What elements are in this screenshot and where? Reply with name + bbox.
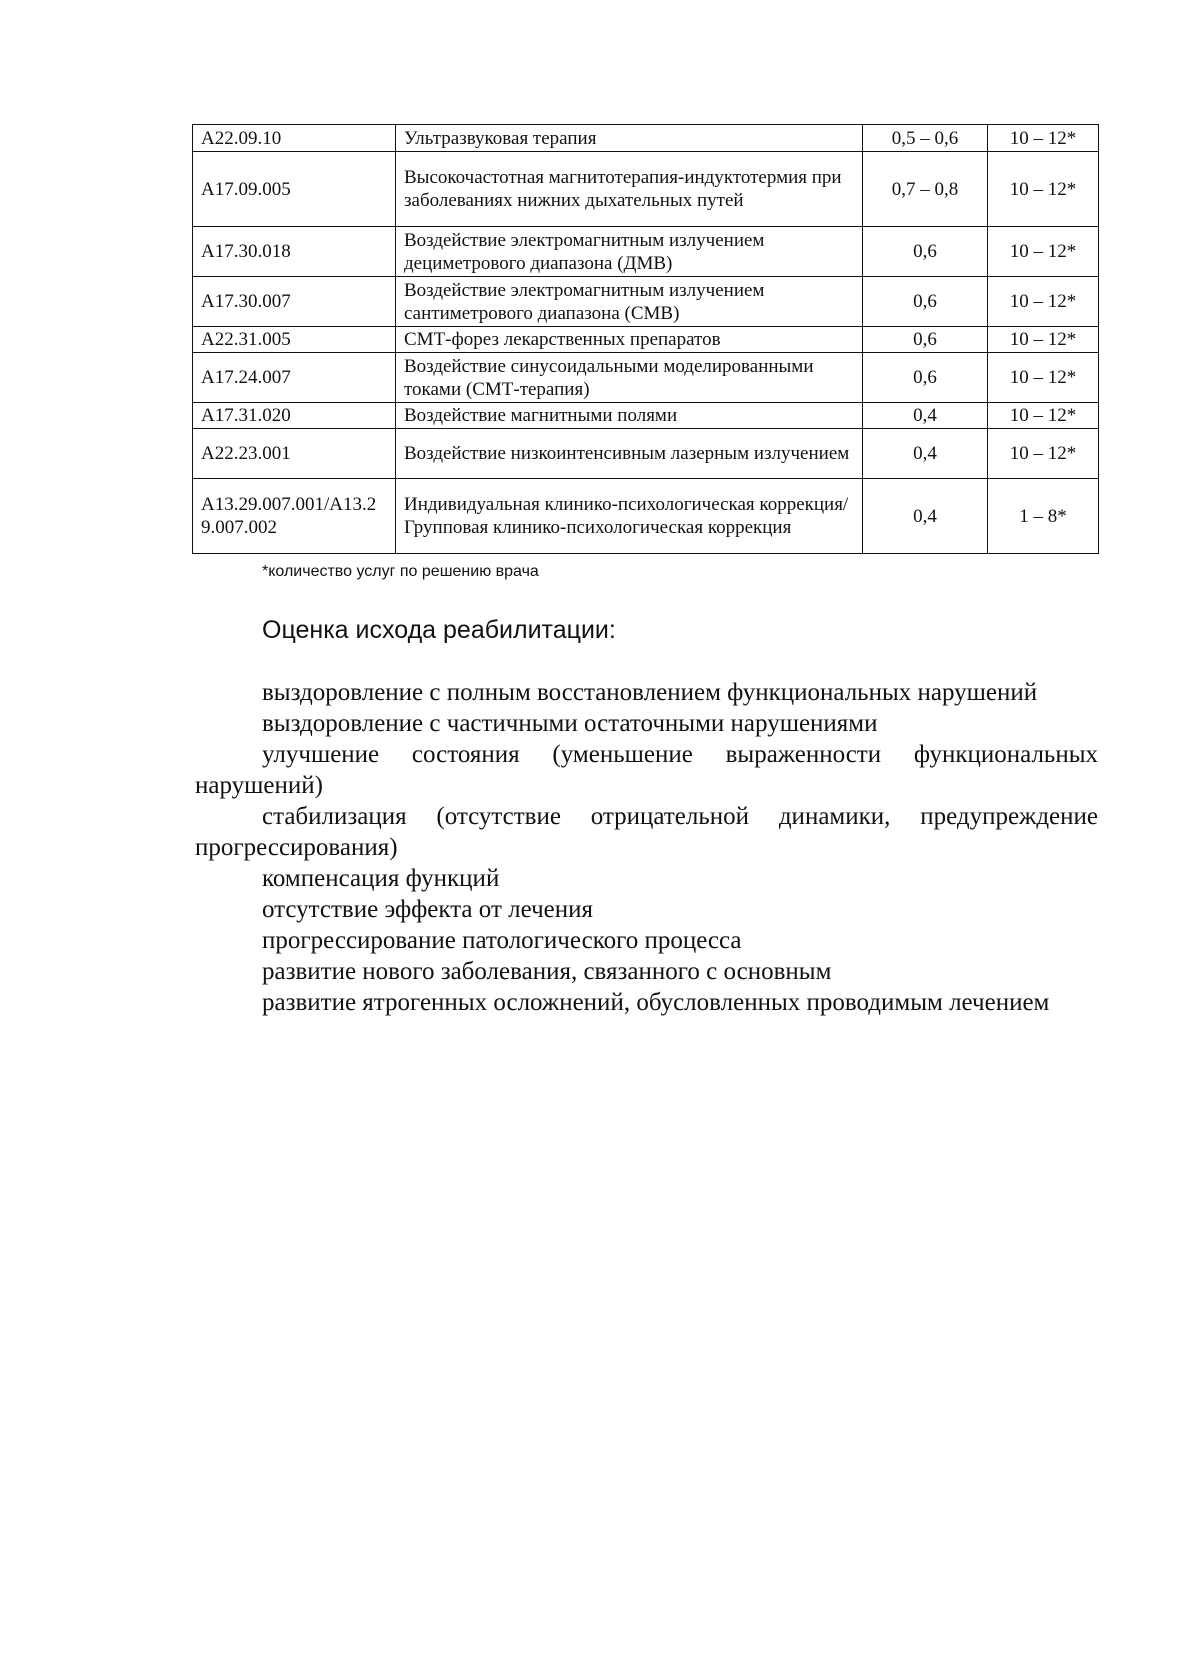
frequency-coefficient: 0,4 (863, 479, 988, 554)
service-code: A17.31.020 (193, 403, 396, 429)
service-quantity: 10 – 12* (988, 125, 1099, 152)
list-item: улучшение состояния (уменьшение выраженности функциональных нарушений) (195, 741, 1098, 799)
service-name: Воздействие низкоинтенсивным лазерным излучением (396, 429, 863, 479)
table-row (193, 125, 1099, 152)
service-code: A22.23.001 (193, 429, 396, 479)
service-quantity: 10 – 12* (988, 429, 1099, 479)
service-quantity: 10 – 12* (988, 227, 1099, 277)
service-name: Высокочастотная магнитотерапия-индуктотермия при заболеваниях нижних дыхательных путей (396, 152, 863, 227)
service-name: Воздействие электромагнитным излучением дециметрового диапазона (ДМВ) (396, 227, 863, 277)
service-quantity: 10 – 12* (988, 403, 1099, 429)
services-table (192, 124, 1099, 554)
table-row (193, 403, 1099, 429)
frequency-coefficient: 0,5 – 0,6 (863, 125, 988, 152)
list-item: компенсация функций (262, 865, 500, 892)
frequency-coefficient: 0,4 (863, 403, 988, 429)
service-code: A13.29.007.001/A13.29.007.002 (193, 479, 396, 554)
list-item: выздоровление с частичными остаточными нарушениями (262, 710, 878, 737)
section-heading: Оценка исхода реабилитации: (262, 616, 616, 644)
table-row (193, 353, 1099, 403)
table-row (193, 479, 1099, 554)
service-quantity: 10 – 12* (988, 327, 1099, 353)
service-code: A22.31.005 (193, 327, 396, 353)
service-name: Ультразвуковая терапия (396, 125, 863, 152)
frequency-coefficient: 0,6 (863, 277, 988, 327)
table-row (193, 277, 1099, 327)
list-item: развитие ятрогенных осложнений, обусловленных проводимым лечением (262, 989, 1050, 1016)
service-name: Воздействие электромагнитным излучением сантиметрового диапазона (СМВ) (396, 277, 863, 327)
table-row (193, 152, 1099, 227)
service-code: A17.30.018 (193, 227, 396, 277)
frequency-coefficient: 0,6 (863, 353, 988, 403)
list-item: развитие нового заболевания, связанного с основным (262, 958, 832, 985)
service-code: A17.09.005 (193, 152, 396, 227)
frequency-coefficient: 0,6 (863, 327, 988, 353)
table-row (193, 327, 1099, 353)
service-quantity: 10 – 12* (988, 277, 1099, 327)
service-quantity: 10 – 12* (988, 152, 1099, 227)
table-footnote: *количество услуг по решению врача (262, 563, 539, 580)
service-name: СМТ-форез лекарственных препаратов (396, 327, 863, 353)
service-quantity: 10 – 12* (988, 353, 1099, 403)
list-item: выздоровление с полным восстановлением функциональных нарушений (262, 679, 1038, 706)
list-item: отсутствие эффекта от лечения (262, 896, 593, 923)
list-item: стабилизация (отсутствие отрицательной динамики, предупреждение прогрессирования) (195, 803, 1098, 861)
frequency-coefficient: 0,7 – 0,8 (863, 152, 988, 227)
service-code: A17.30.007 (193, 277, 396, 327)
table-row (193, 429, 1099, 479)
service-code: A17.24.007 (193, 353, 396, 403)
service-name: Воздействие магнитными полями (396, 403, 863, 429)
table-row (193, 227, 1099, 277)
service-name: Индивидуальная клинико-психологическая коррекция/Групповая клинико-психологическая коррекция (396, 479, 863, 554)
service-quantity: 1 – 8* (988, 479, 1099, 554)
service-code: A22.09.10 (193, 125, 396, 152)
outcomes-list (195, 677, 1098, 1018)
service-name: Воздействие синусоидальными моделированными токами (СМТ-терапия) (396, 353, 863, 403)
frequency-coefficient: 0,4 (863, 429, 988, 479)
frequency-coefficient: 0,6 (863, 227, 988, 277)
list-item: прогрессирование патологического процесса (262, 927, 742, 954)
